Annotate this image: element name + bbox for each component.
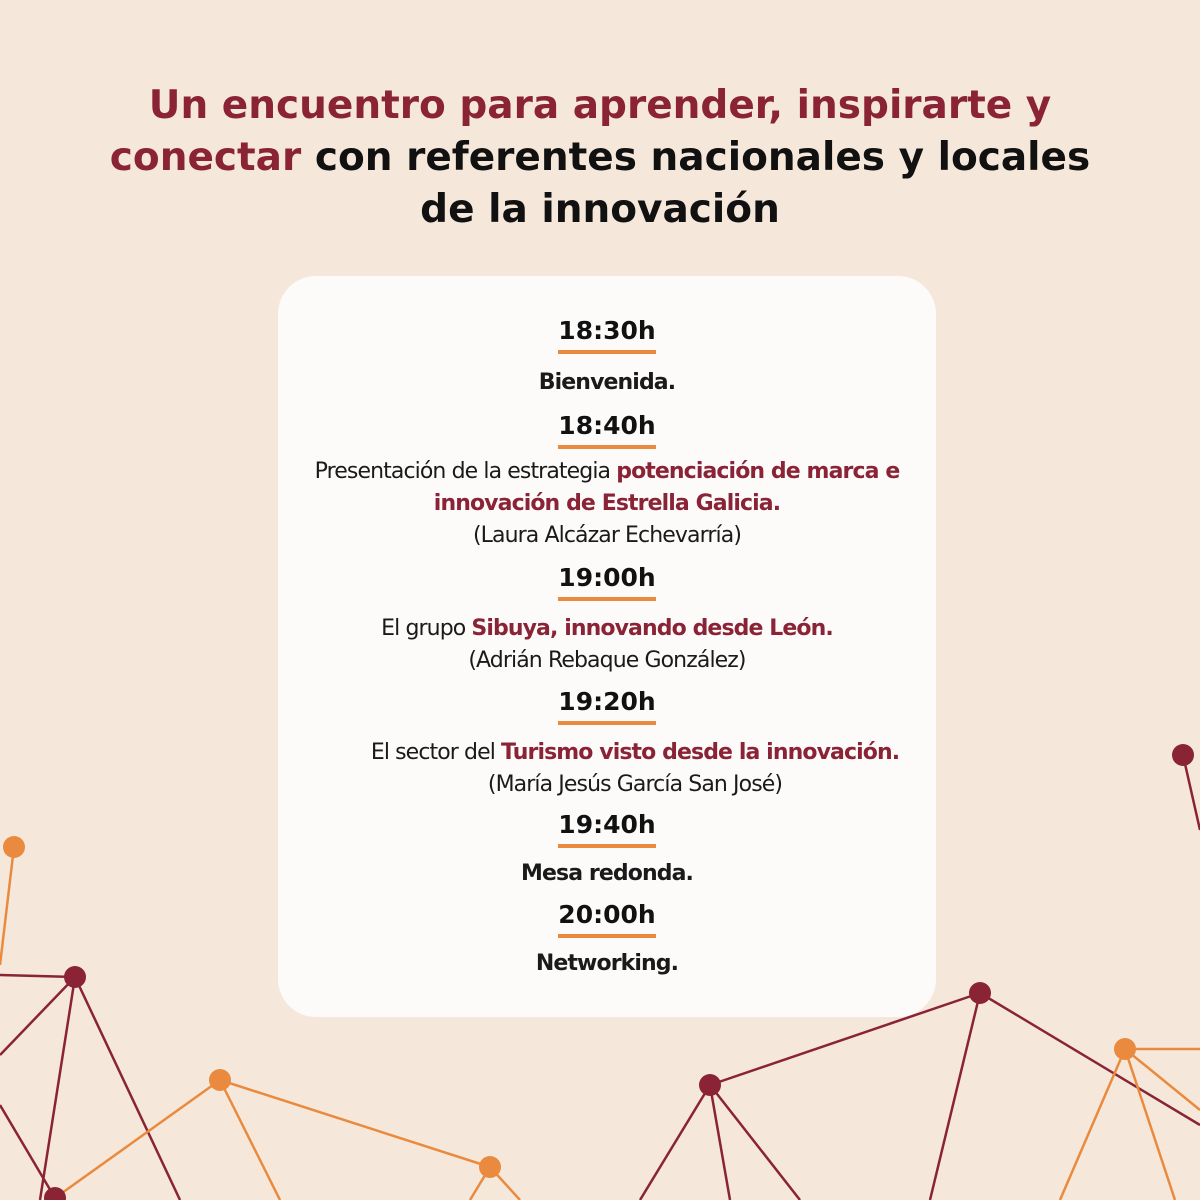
agenda-item [278, 809, 936, 890]
agenda-time: 19:40h [558, 809, 656, 848]
agenda-lead: Presentación de la estrategia [314, 459, 617, 484]
agenda-card [278, 276, 936, 1017]
agenda-title: Networking. [535, 951, 679, 976]
agenda-item [278, 899, 936, 980]
agenda-time: 18:40h [558, 410, 656, 449]
agenda-item [278, 410, 936, 552]
agenda-title: Mesa redonda. [521, 861, 693, 886]
headline [100, 80, 1100, 236]
agenda-description [278, 456, 936, 520]
headline-rest: con referentes nacionales y locales de la innovación [301, 135, 1091, 232]
agenda-description [278, 613, 936, 645]
agenda-highlight: potenciación de marca e innovación de Estrella Galicia. [433, 459, 900, 516]
agenda-description [278, 737, 936, 769]
agenda-highlight: Turismo visto desde la innovación. [501, 740, 900, 765]
agenda-speaker: (Adrián Rebaque González) [468, 648, 746, 673]
agenda-speaker: (María Jesús García San José) [487, 772, 783, 797]
agenda-item [278, 686, 936, 801]
agenda-speaker: (Laura Alcázar Echevarría) [472, 523, 742, 548]
agenda-lead: El sector del [370, 740, 502, 765]
agenda-item [278, 315, 936, 399]
agenda-time: 19:00h [558, 562, 656, 601]
agenda-highlight: Sibuya, innovando desde León. [471, 616, 833, 641]
agenda-lead: El grupo [381, 616, 472, 641]
headline-accent: Un encuentro para aprender, inspirarte y conectar [109, 83, 1052, 180]
agenda-title: Bienvenida. [538, 370, 676, 395]
agenda-time: 18:30h [558, 315, 656, 354]
agenda-time: 20:00h [558, 899, 656, 938]
agenda-time: 19:20h [558, 686, 656, 725]
agenda-item [278, 562, 936, 677]
